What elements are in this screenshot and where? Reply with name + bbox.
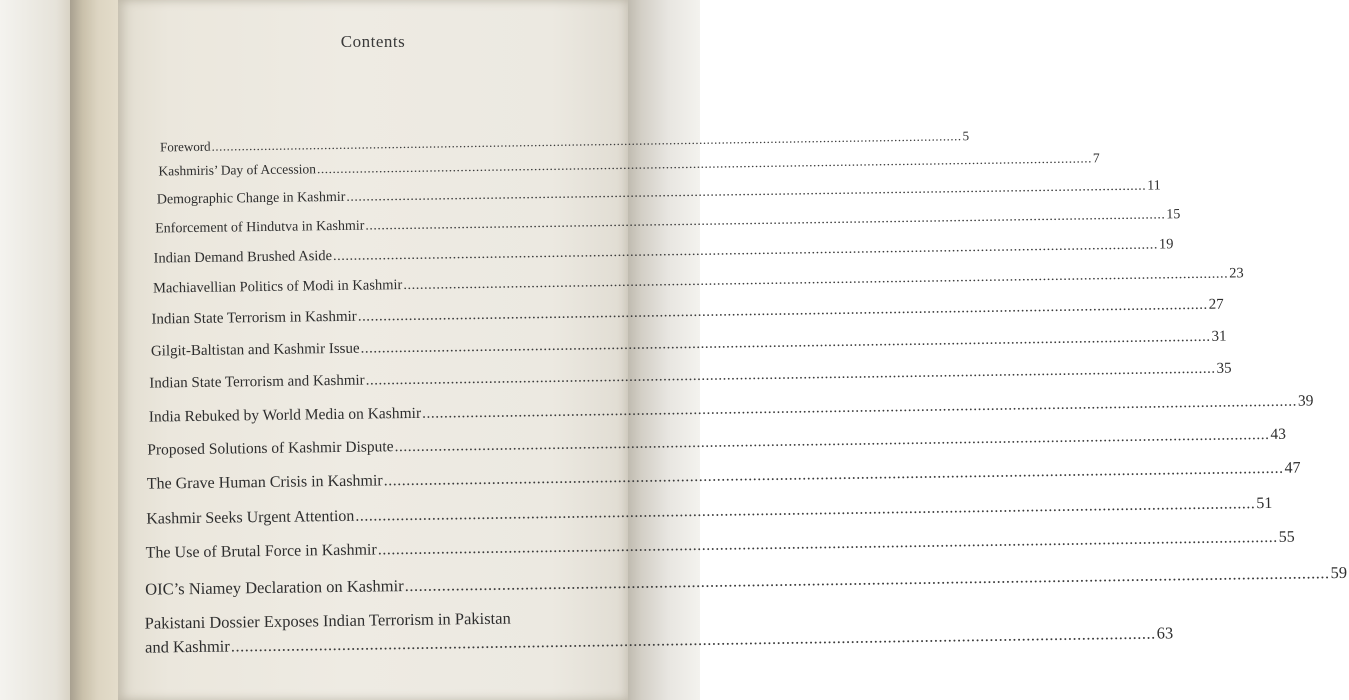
toc-leader-dots: ........................................................................................................................................................................................................ [404,563,1330,596]
toc-entry-line2 [144,623,1174,658]
toc-entry-title: Kashmiris’ Day of Accession [158,161,317,179]
toc-entry-page: 5 [962,128,970,144]
toc-entry-foreword [159,128,970,156]
toc-entry-title: The Use of Brutal Force in Kashmir [145,541,377,562]
toc-entry-page: 31 [1211,328,1227,345]
toc-entry-page: 59 [1330,562,1348,583]
toc-entry-human-crisis [146,459,1301,493]
toc-entry-page: 35 [1216,360,1232,377]
toc-entry-page: 43 [1270,425,1287,443]
toc-entry-state-terrorism-2 [149,360,1232,392]
toc-leader-dots: ........................................................................................................................................................................................................ [332,236,1159,265]
toc-entry-page: 11 [1147,178,1161,194]
toc-entry-brutal-force [145,528,1295,563]
toc-entry-niamey [145,562,1348,600]
toc-entry-title-line2: and Kashmir [144,636,230,657]
toc-leader-dots: ........................................................................................................................................................................................................ [365,360,1216,389]
toc-entry-title: Gilgit-Baltistan and Kashmir Issue [150,340,360,360]
toc-entry-title-line1: Pakistani Dossier Exposes Indian Terrorism in Pakistan [144,608,511,633]
toc-entry-world-media [148,392,1314,426]
toc-leader-dots: ........................................................................................................................................................................................................ [346,178,1147,205]
toc-entry-demographic [156,178,1161,209]
toc-entry-accession [158,150,1100,180]
toc-entry-page: 15 [1166,207,1181,223]
toc-entry-page: 55 [1278,528,1295,546]
toc-entry-title: Indian State Terrorism and Kashmir [149,372,365,392]
contents-heading: Contents [340,32,406,51]
toc-entry-page: 39 [1297,392,1314,410]
toc-entry-page: 19 [1158,236,1174,253]
toc-entry-urgent-attention [146,494,1273,529]
toc-leader-dots: ........................................................................................................................................................................................................ [230,623,1156,656]
toc-entry-page: 7 [1092,150,1100,166]
toc-entry-gilgit [150,328,1227,360]
toc-entry-title: Proposed Solutions of Kashmir Dispute [147,438,394,459]
toc-entry-title: India Rebuked by World Media on Kashmir [148,404,422,426]
toc-entry-page: 51 [1256,494,1273,513]
toc-entry-hindutva [155,207,1181,237]
toc-entry-machiavellian [152,265,1244,297]
toc-leader-dots: ........................................................................................................................................................................................................ [403,265,1229,294]
toc-entry-title: Demographic Change in Kashmir [156,189,346,208]
toc-leader-dots: ........................................................................................................................................................................................................ [360,328,1211,357]
toc-entry-title: Foreword [159,138,211,155]
toc-entry-solutions [147,425,1287,459]
toc-leader-dots: ........................................................................................................................................................................................................ [394,425,1270,456]
toc-leader-dots: ........................................................................................................................................................................................................ [211,128,962,154]
toc-entry-title: Kashmir Seeks Urgent Attention [146,507,355,528]
toc-leader-dots: ........................................................................................................................................................................................................ [365,207,1166,234]
toc-entry-page: 47 [1284,459,1301,477]
toc-entry-page: 27 [1208,296,1224,313]
toc-entry-page: 63 [1156,623,1174,643]
background-left [0,0,80,700]
toc-leader-dots: ........................................................................................................................................................................................................ [316,150,1092,177]
toc-entry-title: The Grave Human Crisis in Kashmir [146,472,383,493]
toc-entry-title: Indian State Terrorism in Kashmir [151,308,357,328]
toc-leader-dots: ........................................................................................................................................................................................................ [377,528,1278,559]
book-page [118,0,1348,700]
table-of-contents [118,0,1348,700]
toc-entry-title: Machiavellian Politics of Modi in Kashmir [152,277,403,297]
toc-entry-page: 23 [1229,265,1244,282]
toc-entry-demand [153,236,1174,267]
toc-entry-title: Indian Demand Brushed Aside [153,248,333,267]
toc-leader-dots: ........................................................................................................................................................................................................ [357,296,1208,325]
toc-entry-title: OIC’s Niamey Declaration on Kashmir [145,576,404,599]
toc-entry-dossier [144,607,1174,658]
toc-leader-dots: ........................................................................................................................................................................................................ [355,495,1256,525]
toc-entry-title: Enforcement of Hindutva in Kashmir [155,218,365,237]
toc-entry-state-terrorism-1 [151,296,1224,328]
toc-leader-dots: ........................................................................................................................................................................................................ [421,392,1298,422]
toc-leader-dots: ........................................................................................................................................................................................................ [383,459,1284,490]
